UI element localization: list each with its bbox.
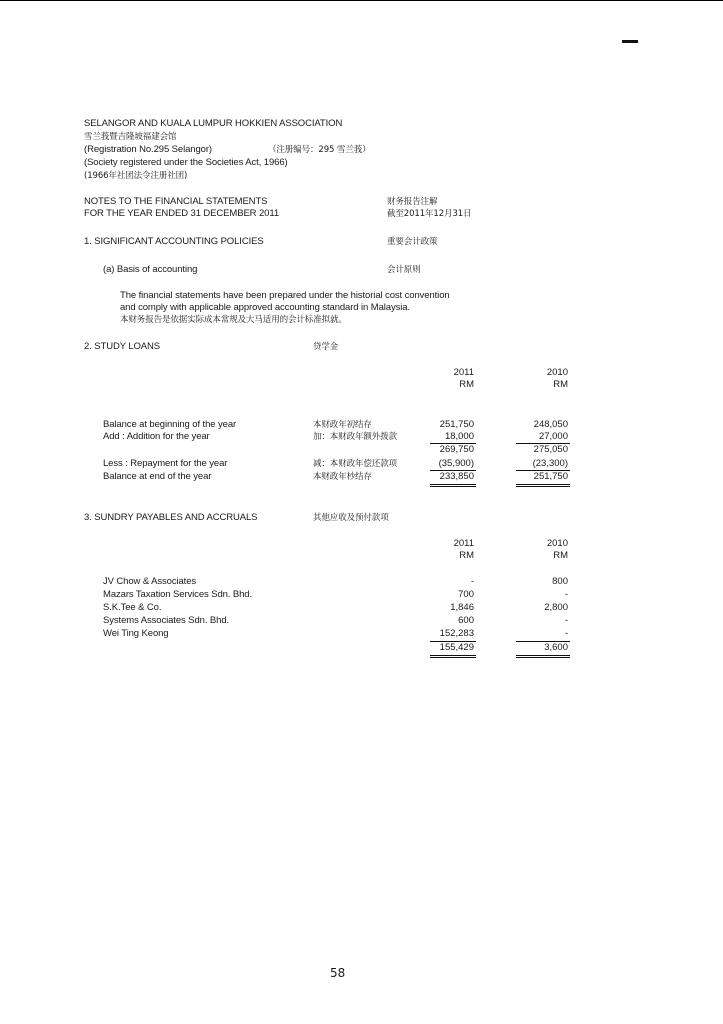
section2-unit-2011: RM xyxy=(459,379,474,390)
notes-title-en: NOTES TO THE FINANCIAL STATEMENTS xyxy=(84,196,268,207)
section3-year-2010: 2010 xyxy=(546,538,568,549)
org-name-cn: 雪兰莪暨吉隆坡福建会馆 xyxy=(84,132,177,142)
table-row-label: Systems Associates Sdn. Bhd. xyxy=(103,615,230,626)
total-double-rule-2010 xyxy=(516,484,570,487)
table-cell-2010: - xyxy=(564,589,568,600)
table-row-label: Wei Ting Keong xyxy=(103,628,169,639)
society-cn: (1966年社团法令注册社团) xyxy=(84,171,188,181)
table-cell-2011: 600 xyxy=(458,615,474,626)
table-cell-2010: 248,050 xyxy=(533,419,568,430)
section1-paragraph-line2: and comply with applicable approved accounting standard in Malaysia. xyxy=(120,302,410,313)
table-cell-2011: 233,850 xyxy=(439,471,474,482)
total-double-rule-2011 xyxy=(430,484,476,487)
table-cell-2010: 275,050 xyxy=(533,444,568,455)
corner-mark xyxy=(622,40,638,43)
society-en: (Society registered under the Societies Act, 1966) xyxy=(84,157,288,168)
section1-heading: 1. SIGNIFICANT ACCOUNTING POLICIES xyxy=(84,236,264,247)
total-double-rule-2010 xyxy=(516,655,570,658)
table-cell-2011: 18,000 xyxy=(444,431,474,442)
table-cell-2011: 269,750 xyxy=(439,444,474,455)
section2-year-2011: 2011 xyxy=(453,367,474,378)
section1-subheading-cn: 会计原则 xyxy=(387,265,421,275)
table-cell-2010: - xyxy=(564,615,568,626)
section2-unit-2010: RM xyxy=(553,379,568,390)
top-border xyxy=(0,0,723,1)
section3-heading: 3. SUNDRY PAYABLES AND ACCRUALS xyxy=(84,512,258,523)
section3-heading-cn: 其他应收及预付款项 xyxy=(313,513,389,523)
table-row-label: Balance at beginning of the year xyxy=(103,419,237,430)
table-cell-2011: - xyxy=(470,576,474,587)
total-2011: 155,429 xyxy=(439,642,474,653)
section2-heading-cn: 贷学金 xyxy=(313,342,339,352)
table-row-label: S.K.Tee & Co. xyxy=(103,602,162,613)
table-cell-2011: 1,846 xyxy=(450,602,474,613)
section3-unit-2011: RM xyxy=(459,550,474,561)
section3-unit-2010: RM xyxy=(553,550,568,561)
table-cell-2010: - xyxy=(564,628,568,639)
table-cell-2011: 251,750 xyxy=(439,419,474,430)
section1-paragraph-cn: 本财务报告是依据实际成本常规及大马适用的会计标准拟就。 xyxy=(120,315,347,325)
table-cell-2011: 700 xyxy=(458,589,474,600)
notes-title-cn: 财务报告注解 xyxy=(387,197,438,207)
total-2010: 3,600 xyxy=(544,642,568,653)
table-cell-2010: 251,750 xyxy=(533,471,568,482)
page-number: 58 xyxy=(330,966,346,980)
table-cell-2011: 152,283 xyxy=(439,628,474,639)
notes-period-cn: 截至2011年12月31日 xyxy=(387,209,472,219)
notes-period-en: FOR THE YEAR ENDED 31 DECEMBER 2011 xyxy=(84,208,280,219)
table-cell-2010: (23,300) xyxy=(532,458,568,469)
total-double-rule-2011 xyxy=(430,655,476,658)
table-cell-2011: (35,900) xyxy=(438,458,474,469)
table-row-label: Mazars Taxation Services Sdn. Bhd. xyxy=(103,589,253,600)
table-row-label-cn: 本财政年杪结存 xyxy=(313,472,372,482)
table-row-label-cn: 减：本财政年偿还款项 xyxy=(313,459,398,469)
table-cell-2010: 27,000 xyxy=(538,431,568,442)
section2-heading: 2. STUDY LOANS xyxy=(84,341,161,352)
table-row-label: JV Chow & Associates xyxy=(103,576,197,587)
table-row-label: Add : Addition for the year xyxy=(103,431,210,442)
registration-cn: （注册编号：295 雪兰莪） xyxy=(268,145,371,155)
section1-subheading: (a) Basis of accounting xyxy=(103,264,198,275)
section1-heading-cn: 重要会计政策 xyxy=(387,237,438,247)
table-row-label-cn: 加：本财政年额外拨款 xyxy=(313,432,398,442)
table-cell-2010: 800 xyxy=(552,576,568,587)
section2-year-2010: 2010 xyxy=(546,367,568,378)
section1-paragraph-line1: The financial statements have been prepared under the historial cost convention xyxy=(120,290,450,301)
table-cell-2010: 2,800 xyxy=(544,602,568,613)
registration-en: (Registration No.295 Selangor) xyxy=(84,144,212,155)
table-row-label: Balance at end of the year xyxy=(103,471,212,482)
table-row-label: Less : Repayment for the year xyxy=(103,458,228,469)
table-row-label-cn: 本财政年初结存 xyxy=(313,420,372,430)
org-name-en: SELANGOR AND KUALA LUMPUR HOKKIEN ASSOCIATION xyxy=(84,118,343,129)
section3-year-2011: 2011 xyxy=(453,538,474,549)
